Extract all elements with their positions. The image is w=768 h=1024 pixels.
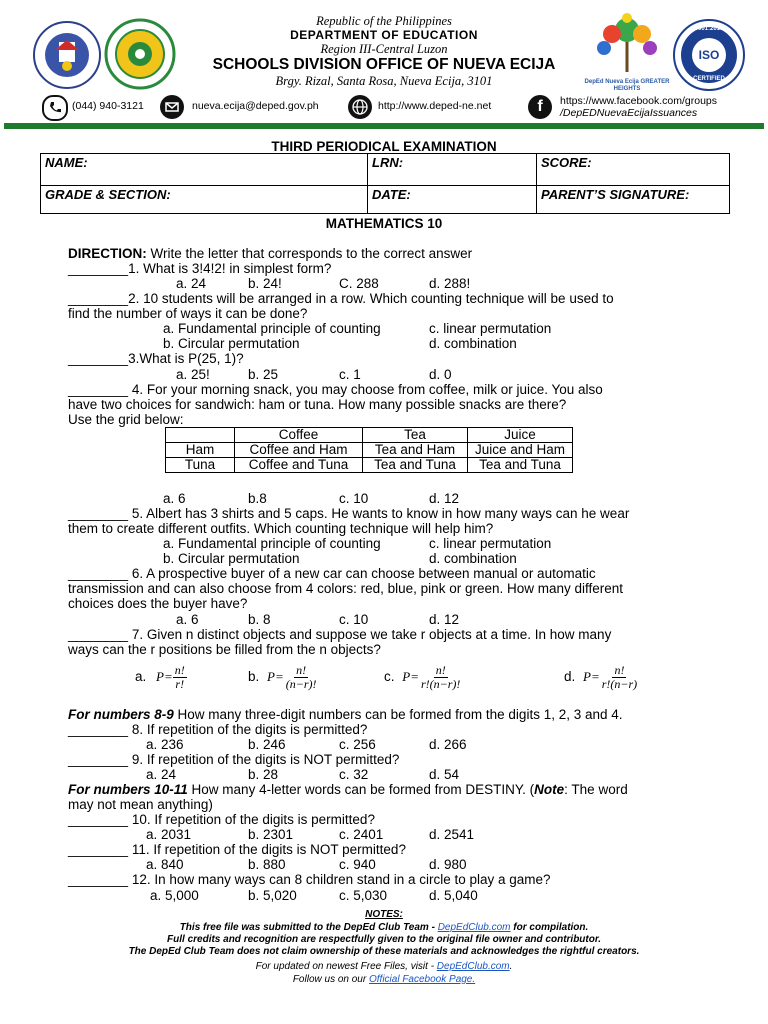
- exam-title: THIRD PERIODICAL EXAMINATION: [271, 139, 497, 154]
- q8-option-c[interactable]: c. 256: [339, 737, 376, 752]
- question-6-line1: ________ 6. A prospective buyer of a new car can choose between manual or automatic: [68, 566, 596, 581]
- notes-line1-b: for compilation.: [510, 922, 589, 933]
- q1-option-c[interactable]: C. 288: [339, 276, 379, 291]
- header-rule: [4, 123, 764, 129]
- greater-heights-text: DepEd Nueva Ecija GREATER HEIGHTS: [584, 79, 670, 92]
- iso-certified: CERTIFIED: [693, 76, 725, 82]
- q4-option-a[interactable]: a. 6: [163, 491, 186, 506]
- notes-title: NOTES:: [365, 909, 403, 920]
- notes-line5-a: Follow us on our: [292, 974, 369, 985]
- header-department: DEPARTMENT OF EDUCATION: [290, 28, 478, 42]
- formula-fraction: [600, 664, 639, 691]
- q3-option-b[interactable]: b. 25: [248, 367, 279, 382]
- q12-option-c[interactable]: c. 5,030: [339, 888, 388, 903]
- q4-option-c[interactable]: c. 10: [339, 491, 369, 506]
- facebook-page-link[interactable]: Official Facebook Page.: [368, 974, 476, 985]
- q11-option-d[interactable]: d. 980: [429, 857, 467, 872]
- depedclub-link[interactable]: DepEdClub.com: [436, 961, 510, 972]
- q1-option-d[interactable]: d. 288!: [429, 276, 471, 291]
- q3-option-a[interactable]: a. 25!: [176, 367, 210, 382]
- formula-fraction: [284, 664, 319, 691]
- grid-cell: Tea: [363, 428, 468, 443]
- formula-lhs: P=: [583, 669, 600, 685]
- direction: [68, 246, 472, 261]
- formula-lhs: P=: [156, 669, 173, 685]
- notes-line4-a: For updated on newest Free Files, visit -: [255, 961, 437, 972]
- contact-website: http://www.deped-ne.net: [378, 100, 492, 112]
- question-8: ________ 8. If repetition of the digits is permitted?: [68, 722, 368, 737]
- q9-option-d[interactable]: d. 54: [429, 767, 460, 782]
- subject-title: MATHEMATICS 10: [325, 216, 443, 231]
- group-10-11-instruction: [68, 782, 628, 797]
- grid-cell: Tuna: [166, 458, 235, 473]
- iso-number: 9001:2015: [694, 26, 724, 32]
- group-8-9-instruction: [68, 707, 623, 722]
- q12-option-b[interactable]: b. 5,020: [248, 888, 297, 903]
- formula-lhs: P=: [402, 669, 419, 685]
- formula-denominator: (n−r)!: [285, 677, 317, 691]
- grid-cell: Tea and Tuna: [363, 458, 468, 473]
- contact-facebook-2: /DepEDNuevaEcijaIssuances: [560, 107, 698, 119]
- formula-denominator: r!: [175, 677, 185, 691]
- q5-option-d[interactable]: d. combination: [429, 551, 517, 566]
- lrn-field[interactable]: LRN:: [368, 154, 537, 186]
- question-10: ________ 10. If repetition of the digits is permitted?: [68, 812, 375, 827]
- q10-option-b[interactable]: b. 2301: [248, 827, 294, 842]
- parent-signature-field[interactable]: PARENT’S SIGNATURE:: [537, 186, 730, 214]
- question-3: ________3.What is P(25, 1)?: [68, 351, 244, 366]
- grid-cell: Coffee and Ham: [235, 443, 363, 458]
- grid-cell: Ham: [166, 443, 235, 458]
- question-1: ________1. What is 3!4!2! in simplest form?: [68, 261, 332, 276]
- grid-row: [166, 458, 573, 473]
- formula-numerator: n!: [435, 663, 446, 677]
- q1-option-b[interactable]: b. 24!: [248, 276, 282, 291]
- q10-option-c[interactable]: c. 2401: [339, 827, 384, 842]
- q9-option-a[interactable]: a. 24: [146, 767, 177, 782]
- header-republic: Republic of the Philippines: [316, 14, 452, 28]
- grid-cell: Juice: [468, 428, 573, 443]
- question-9: ________ 9. If repetition of the digits is NOT permitted?: [68, 752, 400, 767]
- q3-option-c[interactable]: c. 1: [339, 367, 361, 382]
- q9-option-c[interactable]: c. 32: [339, 767, 369, 782]
- q12-option-a[interactable]: a. 5,000: [150, 888, 199, 903]
- group-10-11-line2: may not mean anything): [68, 797, 213, 812]
- q2-option-c[interactable]: c. linear permutation: [429, 321, 552, 336]
- facebook-icon: f: [528, 95, 552, 119]
- q7-option-b[interactable]: [248, 664, 319, 691]
- q11-option-a[interactable]: a. 840: [146, 857, 184, 872]
- depedclub-link[interactable]: DepEdClub.com: [437, 922, 511, 933]
- q2-option-a[interactable]: a. Fundamental principle of counting: [163, 321, 381, 336]
- notes-line5: [0, 974, 768, 985]
- question-6-line2: transmission and can also choose from 4 colors: red, blue, pink or green. How many different: [68, 581, 624, 596]
- contact-phone: (044) 940-3121: [72, 100, 144, 112]
- date-field[interactable]: DATE:: [368, 186, 537, 214]
- q7-option-letter: a.: [135, 669, 147, 685]
- q6-option-b[interactable]: b. 8: [248, 612, 271, 627]
- q7-option-letter: d.: [564, 669, 576, 685]
- q5-option-a[interactable]: a. Fundamental principle of counting: [163, 536, 381, 551]
- grid-cell: Tea and Ham: [363, 443, 468, 458]
- grid-row: [166, 443, 573, 458]
- formula-denominator: r!(n−r)!: [421, 677, 461, 691]
- formula-numerator: n!: [614, 663, 625, 677]
- q7-option-c[interactable]: [384, 664, 462, 691]
- iso-text: ISO: [698, 48, 720, 62]
- phone-icon: [42, 95, 68, 121]
- notes-line2: Full credits and recognition are respectfully given to the original file owner and contributor.: [167, 934, 601, 945]
- q7-option-a[interactable]: [135, 664, 187, 691]
- group-8-9-label: For numbers 8-9: [68, 707, 174, 722]
- direction-text: Write the letter that corresponds to the correct answer: [146, 246, 473, 261]
- iso-certified-logo: [672, 18, 746, 92]
- q6-option-d[interactable]: d. 12: [429, 612, 460, 627]
- formula-lhs: P=: [267, 669, 284, 685]
- question-7-line1: ________ 7. Given n distinct objects and suppose we take r objects at a time. In how many: [68, 627, 612, 642]
- question-2-line1: ________2. 10 students will be arranged in a row. Which counting technique will be used to: [68, 291, 614, 306]
- q8-option-d[interactable]: d. 266: [429, 737, 467, 752]
- header-region: Region III-Central Luzon: [320, 42, 448, 56]
- question-4-line3: Use the grid below:: [68, 412, 184, 427]
- grid-cell: Tea and Tuna: [468, 458, 573, 473]
- q11-option-c[interactable]: c. 940: [339, 857, 376, 872]
- q9-option-b[interactable]: b. 28: [248, 767, 279, 782]
- question-6-line3: choices does the buyer have?: [68, 596, 248, 611]
- name-field[interactable]: NAME:: [41, 154, 368, 186]
- q7-option-letter: c.: [384, 669, 395, 685]
- contact-facebook-1: https://www.facebook.com/groups: [560, 95, 717, 107]
- score-field[interactable]: SCORE:: [537, 154, 730, 186]
- group-10-11-text: How many 4-letter words can be formed from DESTINY. (: [187, 782, 535, 797]
- group-8-9-text: How many three-digit numbers can be formed from the digits 1, 2, 3 and 4.: [173, 707, 623, 722]
- q5-option-c[interactable]: c. linear permutation: [429, 536, 552, 551]
- q8-option-a[interactable]: a. 236: [146, 737, 184, 752]
- q8-option-b[interactable]: b. 246: [248, 737, 286, 752]
- notes-line4-b: .: [509, 961, 513, 972]
- formula-numerator: n!: [174, 663, 185, 677]
- q7-option-letter: b.: [248, 669, 260, 685]
- notes-line1: [0, 922, 768, 933]
- formula-fraction: [173, 664, 187, 691]
- email-icon: [160, 95, 184, 119]
- grid-cell: Coffee: [235, 428, 363, 443]
- q6-option-a[interactable]: a. 6: [176, 612, 199, 627]
- notes-line3: The DepEd Club Team does not claim ownership of these materials and acknowledges the rightful creators.: [128, 946, 640, 957]
- q4-option-b[interactable]: b.8: [248, 491, 267, 506]
- q12-option-d[interactable]: d. 5,040: [429, 888, 478, 903]
- notes-line1-a: This free file was submitted to the DepEd Club Team -: [179, 922, 438, 933]
- q10-option-d[interactable]: d. 2541: [429, 827, 475, 842]
- group-10-11-label: For numbers 10-11: [68, 782, 188, 797]
- question-5-line1: ________ 5. Albert has 3 shirts and 5 caps. He wants to know in how many ways can he wear: [68, 506, 630, 521]
- question-5-line2: them to create different outfits. Which counting technique will help him?: [68, 521, 494, 536]
- question-4-line2: have two choices for sandwich: ham or tuna. How many possible snacks are there?: [68, 397, 567, 412]
- grid-cell: [166, 428, 235, 443]
- q4-option-d[interactable]: d. 12: [429, 491, 460, 506]
- q7-option-d[interactable]: [564, 664, 639, 691]
- question-4-line1: ________ 4. For your morning snack, you may choose from coffee, milk or juice. You also: [68, 382, 603, 397]
- q5-option-b[interactable]: b. Circular permutation: [163, 551, 300, 566]
- direction-label: DIRECTION:: [68, 246, 147, 261]
- question-2-line2: find the number of ways it can be done?: [68, 306, 308, 321]
- q3-option-d[interactable]: d. 0: [429, 367, 452, 382]
- question-7-line2: ways can the r positions be filled from the n objects?: [68, 642, 381, 657]
- student-info-table: [40, 153, 730, 214]
- formula-denominator: r!(n−r): [601, 677, 638, 691]
- header-address: Brgy. Rizal, Santa Rosa, Nueva Ecija, 3101: [275, 74, 493, 88]
- grade-section-field[interactable]: GRADE & SECTION:: [41, 186, 368, 214]
- q6-option-c[interactable]: c. 10: [339, 612, 369, 627]
- group-10-11-text2: : The word: [564, 782, 628, 797]
- header-division: SCHOOLS DIVISION OFFICE OF NUEVA ECIJA: [212, 56, 556, 73]
- question-12: ________ 12. In how many ways can 8 children stand in a circle to play a game?: [68, 872, 551, 887]
- q10-option-a[interactable]: a. 2031: [146, 827, 192, 842]
- grid-cell: Juice and Ham: [468, 443, 573, 458]
- q11-option-b[interactable]: b. 880: [248, 857, 286, 872]
- q2-option-b[interactable]: b. Circular permutation: [163, 336, 300, 351]
- contact-email: nueva.ecija@deped.gov.ph: [192, 100, 319, 112]
- formula-fraction: [419, 664, 462, 691]
- q2-option-d[interactable]: d. combination: [429, 336, 517, 351]
- q1-option-a[interactable]: a. 24: [176, 276, 207, 291]
- notes-line4: [0, 961, 768, 972]
- question-11: ________ 11. If repetition of the digits is NOT permitted?: [68, 842, 406, 857]
- formula-numerator: n!: [296, 663, 307, 677]
- grid-cell: Coffee and Tuna: [235, 458, 363, 473]
- grid-header-row: [166, 428, 573, 443]
- note-label: Note: [534, 782, 565, 797]
- globe-icon: [348, 95, 372, 119]
- snack-grid-table: [165, 427, 573, 473]
- greater-heights-logo: [584, 12, 670, 90]
